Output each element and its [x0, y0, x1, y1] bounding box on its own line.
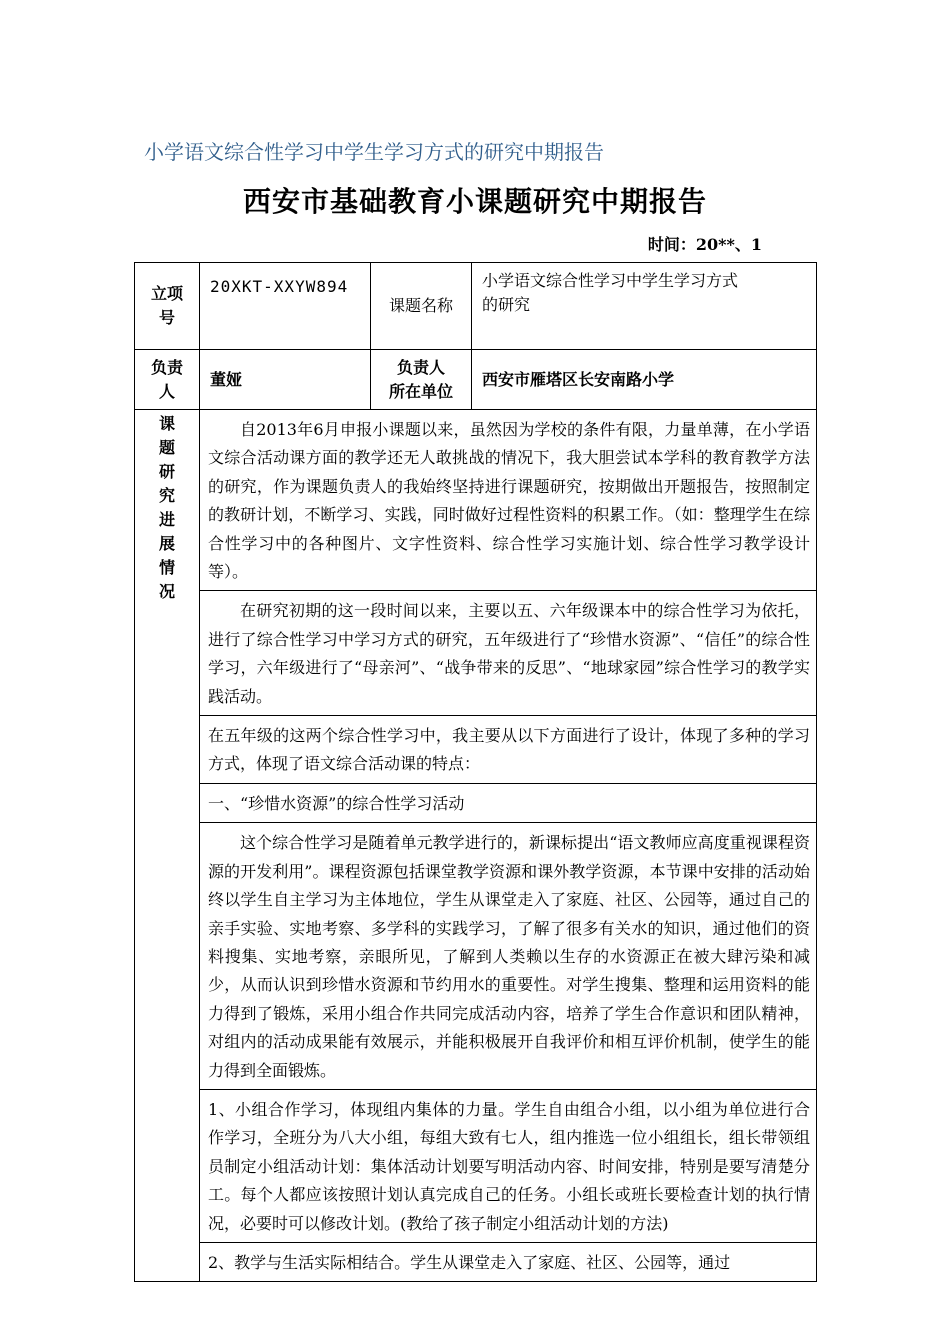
content-block: [200, 716, 816, 784]
label-line: 号: [158, 308, 175, 327]
report-table: [134, 262, 817, 1282]
paragraph: 自2013年6月申报小课题以来，虽然因为学校的条件有限，力量单薄，在小学语文综合活动课方面的教学还无人敢挑战的情况下，我大胆尝试本学科的教育教学方法的研究，作为课题负责人的我始终坚持进行课题研究，按期做出开题报告，按照制定的教研计划，不断学习、实践，同时做好过程性资料的积累工作。（如：整理学生在综合性学习中的各种图片、文字性资料、综合性学习实施计划、综合性学习教学设计等）。: [208, 420, 810, 582]
paragraph: 在五年级的这两个综合性学习中，我主要从以下方面进行了设计，体现了多种的学习方式，体现了语文综合活动课的特点：: [208, 726, 810, 774]
topic-name-label: 课题名称: [371, 263, 472, 350]
content-block: [200, 591, 816, 716]
leader-value: 董娅: [200, 350, 371, 410]
topic-line: 小学语文综合性学习中学生学习方式: [482, 271, 739, 290]
paragraph: 2、教学与生活实际相结合。学生从课堂走入了家庭、社区、公园等，通过: [208, 1252, 731, 1272]
topic-line: 的研究: [482, 295, 531, 314]
paragraph: 在研究初期的这一段时间以来，主要以五、六年级课本中的综合性学习为依托，进行了综合性学习中学习方式的研究，五年级进行了“珍惜水资源”、“信任”的综合性学习，六年级进行了“母亲河”、“战争带来的反思”、“地球家园”综合性学习的教学实践活动。: [208, 601, 810, 706]
topic-name-value: [472, 263, 817, 350]
project-no-label: [135, 263, 200, 350]
label-char: 展: [158, 534, 175, 553]
label-line: 立项: [150, 284, 183, 303]
unit-value: 西安市雁塔区长安南路小学: [472, 350, 817, 410]
project-no-value: 20XKT-XXYW894: [200, 263, 371, 350]
section-heading: 一、“珍惜水资源”的综合性学习活动: [208, 793, 465, 813]
report-date: 时间：20**、1: [647, 235, 762, 254]
label-char: 研: [158, 462, 175, 481]
label-line: 负责人: [396, 357, 445, 377]
content-block: [200, 784, 816, 823]
label-char: 况: [158, 582, 175, 601]
label-line: 负责: [150, 357, 183, 377]
document-header: 小学语文综合性学习中学生学习方式的研究中期报告: [144, 140, 604, 164]
paragraph: 这个综合性学习是随着单元教学进行的，新课标提出“语文教师应高度重视课程资源的开发利用”。课程资源包括课堂教学资源和课外教学资源，本节课中安排的活动始终以学生自主学习为主体地位，学生从课堂走入了家庭、社区、公园等，通过自己的亲手实验、实地考察、多学科的实践学习，了解了很多有关水的知识，通过他们的资料搜集、实地考察，亲眼所见，了解到人类赖以生存的水资源正在被大肆污染和减少，从而认识到珍惜水资源和节约用水的重要性。对学生搜集、整理和运用资料的能力得到了锻炼，采用小组合作共同完成活动内容，培养了学生合作意识和团队精神，对组内的活动成果能有效展示，并能积极展开自我评价和相互评价机制，使学生的能力得到全面锻炼。: [208, 833, 810, 1080]
table-row: [135, 410, 817, 1282]
content-block: [200, 1090, 816, 1243]
leader-label: [135, 350, 200, 410]
paragraph: 1、小组合作学习，体现组内集体的力量。学生自由组合小组，以小组为单位进行合作学习，全班分为八大小组，每组大致有七人，组内推选一位小组组长，组长带领组员制定小组活动计划：集体活动计划要写明活动内容、时间安排，特别是要写清楚分工。每个人都应该按照计划认真完成自己的任务。小组长或班长要检查计划的执行情况，必要时可以修改计划。(教给了孩子制定小组活动计划的方法): [208, 1099, 810, 1233]
table-row: [135, 263, 817, 350]
progress-content: [200, 410, 817, 1282]
label-char: 题: [158, 438, 175, 457]
content-block: [200, 410, 816, 591]
unit-label: [371, 350, 472, 410]
label-char: 情: [158, 558, 175, 577]
label-line: 所在单位: [388, 381, 453, 401]
table-row: [135, 350, 817, 410]
page-title: 西安市基础教育小课题研究中期报告: [242, 185, 707, 218]
label-line: 人: [158, 381, 175, 401]
label-char: 进: [158, 510, 175, 529]
label-char: 究: [158, 486, 175, 505]
content-block: [200, 823, 816, 1090]
content-block: [200, 1243, 816, 1281]
label-char: 课: [158, 414, 175, 433]
progress-label: [135, 410, 200, 1282]
